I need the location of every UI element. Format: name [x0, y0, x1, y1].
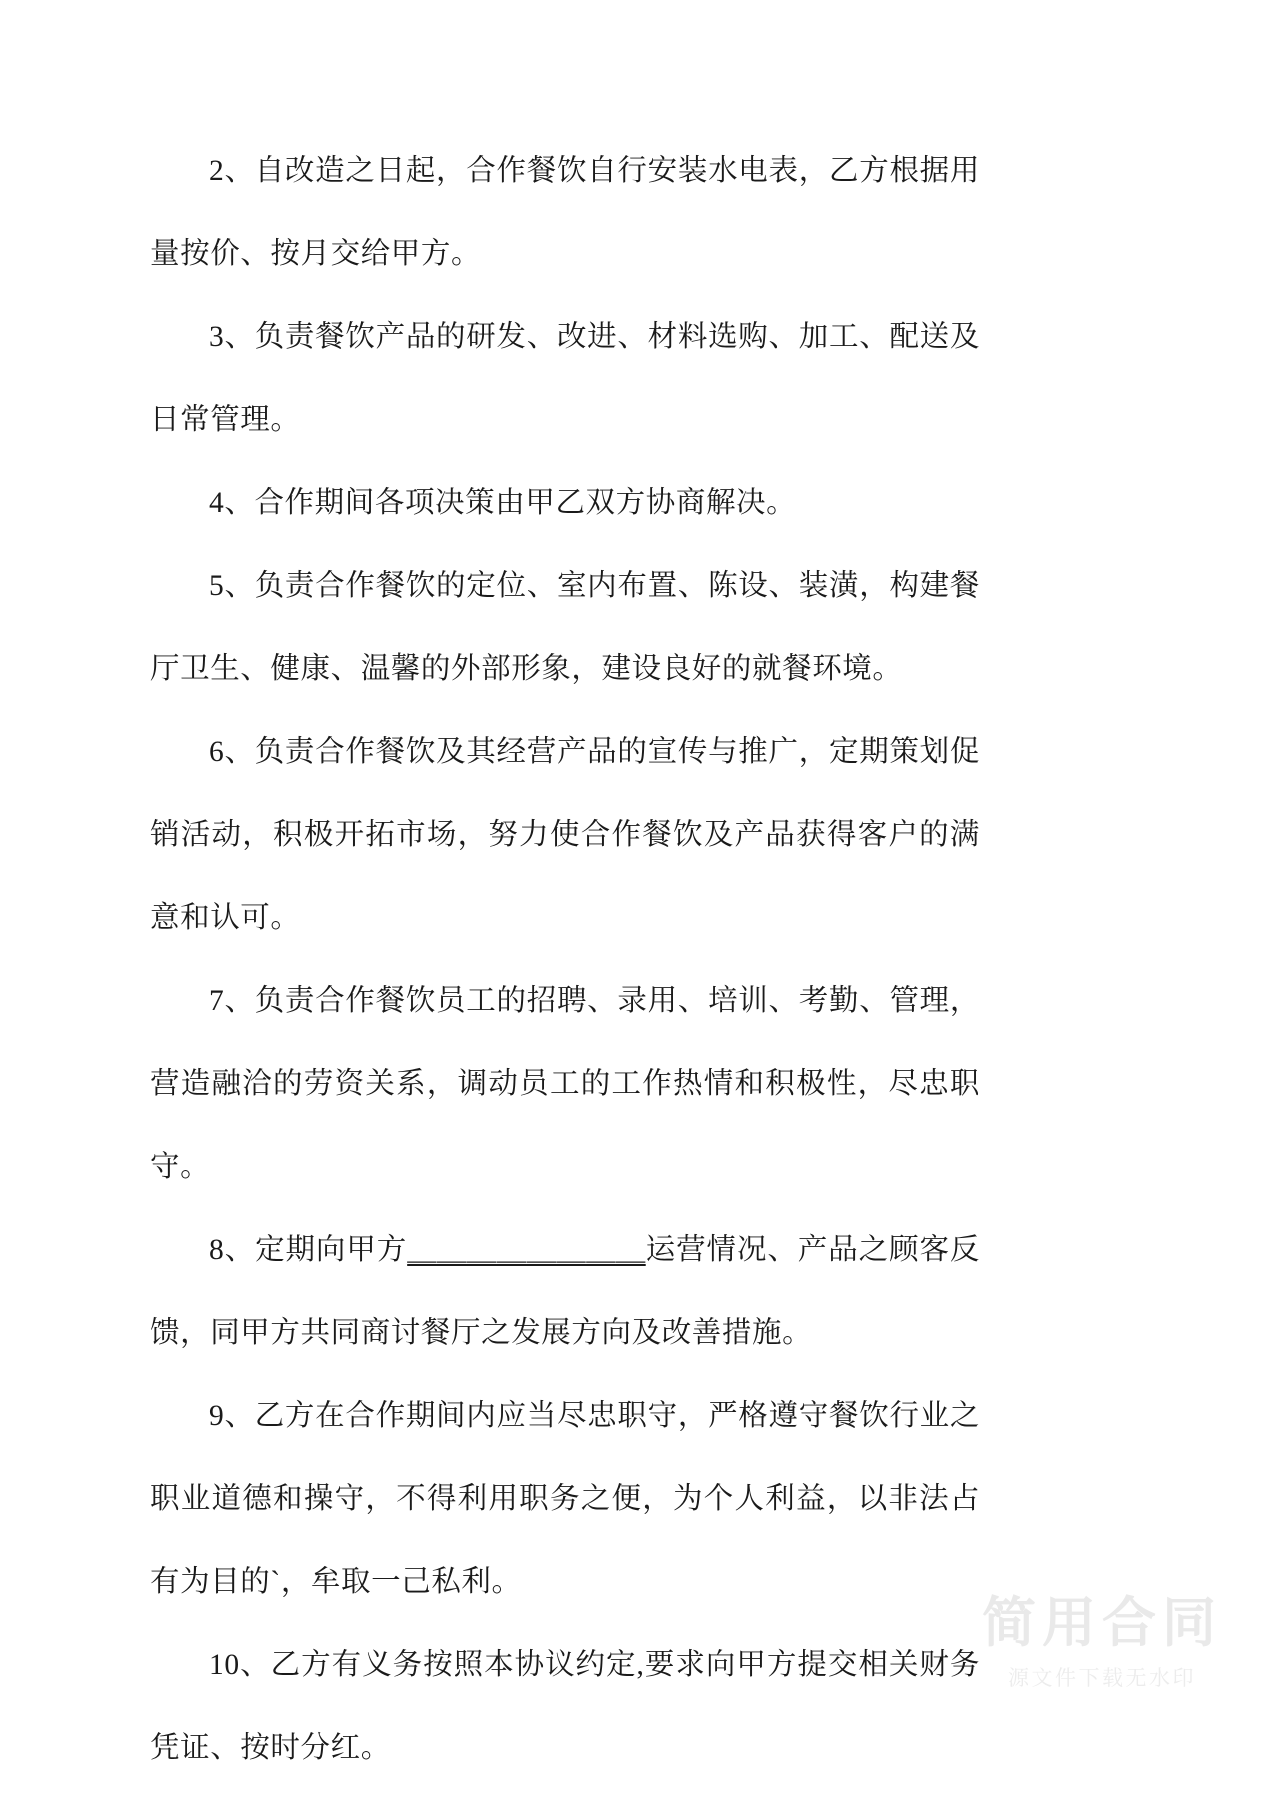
clause-item-8 [150, 1209, 980, 1375]
clause-item-10: 10、乙方有义务按照本协议约定,要求向甲方提交相关财务凭证、按时分红。 [150, 1649, 980, 1764]
clause-item-4: 4、合作期间各项决策由甲乙双方协商解决。 [209, 487, 797, 519]
clause-item-2: 2、自改造之日起，合作餐饮自行安装水电表，乙方根据用量按价、按月交给甲方。 [150, 155, 980, 270]
clause-8-text-after: 运营情况、产品之顾客反馈，同甲方共同商讨餐厅之发展方向及改善措施。 [150, 1234, 980, 1349]
document-body [150, 130, 980, 1790]
watermark-brand-text: 简用合同 [982, 1593, 1222, 1654]
clause-item-9: 9、乙方在合作期间内应当尽忠职守，严格遵守餐饮行业之职业道德和操守，不得利用职务之便，为个人利益，以非法占有为目的`，牟取一己私利。 [150, 1400, 980, 1598]
watermark [982, 1592, 1222, 1692]
watermark-subtitle-text: 源文件下载无水印 [1008, 1667, 1196, 1690]
clause-item-6: 6、负责合作餐饮及其经营产品的宣传与推广，定期策划促销活动，积极开拓市场，努力使合作餐饮及产品获得客户的满意和认可。 [150, 736, 980, 934]
clause-item-7: 7、负责合作餐饮员工的招聘、录用、培训、考勤、管理，营造融洽的劳资关系，调动员工的工作热情和积极性，尽忠职守。 [150, 985, 980, 1183]
clause-8-text-before: 8、定期向甲方 [209, 1234, 408, 1266]
clause-item-3: 3、负责餐饮产品的研发、改进、材料选购、加工、配送及日常管理。 [150, 321, 980, 436]
clause-item-5: 5、负责合作餐饮的定位、室内布置、陈设、装潢，构建餐厅卫生、健康、温馨的外部形象，建设良好的就餐环境。 [150, 570, 980, 685]
fill-in-blank-field[interactable]: ＿＿＿＿＿＿＿＿ [407, 1234, 646, 1266]
